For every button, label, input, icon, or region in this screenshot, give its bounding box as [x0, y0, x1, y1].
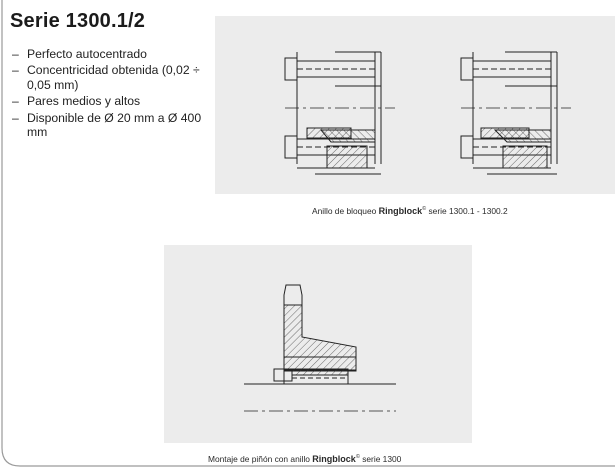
ringblock-drawing-panel: [215, 16, 615, 194]
assembly-1300-1: [285, 52, 395, 174]
pinion-assembly: [244, 285, 396, 411]
feature-item: – Concentricidad obtenida (0,02 ÷ 0,05 mm): [10, 63, 205, 92]
feature-item: – Pares medios y altos: [10, 94, 205, 108]
drawing-caption: [312, 206, 508, 216]
page-title: Serie 1300.1/2: [10, 10, 146, 32]
pinion-section-drawing: [164, 245, 472, 443]
feature-list: [10, 47, 205, 141]
copyright-mark: ©: [355, 454, 360, 461]
drawing-caption: [208, 454, 401, 464]
caption-text: serie 1300.1 - 1300.2: [426, 206, 508, 216]
assembly-1300-2: [461, 52, 571, 174]
copyright-mark: ©: [422, 206, 427, 213]
feature-item: – Perfecto autocentrado: [10, 47, 205, 61]
brand-name: Ringblock: [378, 206, 423, 216]
pinion-drawing-panel: [164, 245, 472, 443]
feature-item: – Disponible de Ø 20 mm a Ø 400 mm: [10, 111, 205, 140]
brand-name: Ringblock: [312, 454, 356, 464]
ringblock-section-drawing: [215, 16, 615, 194]
caption-text: serie 1300: [359, 454, 402, 464]
caption-text: Montaje de piñón con anillo: [208, 454, 313, 464]
caption-text: Anillo de bloqueo: [312, 206, 379, 216]
